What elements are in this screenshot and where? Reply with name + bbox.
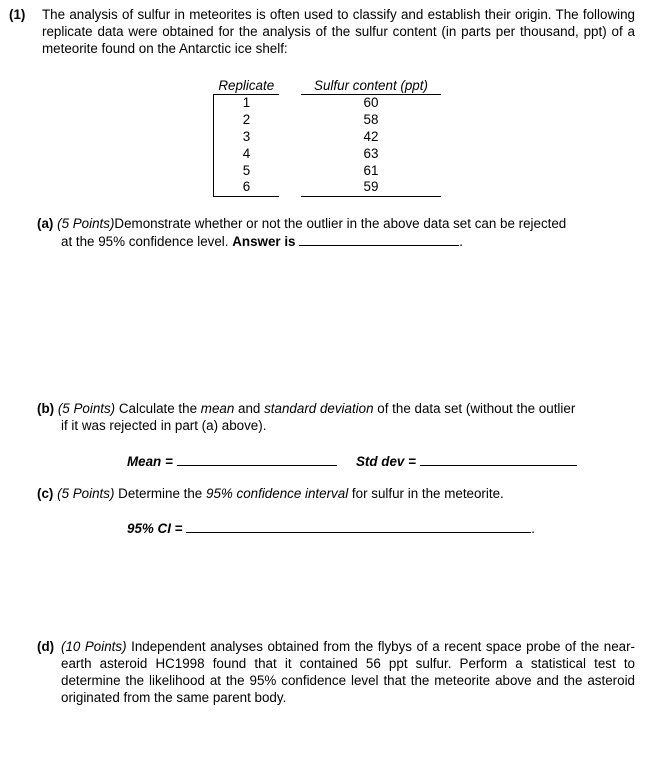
- table-row: [214, 162, 442, 179]
- part-c: (c) (5 Points) Determine the 95% confidence interval for sulfur in the meteorite.: [37, 486, 504, 501]
- part-d: [37, 638, 635, 706]
- mean-term: mean: [200, 401, 235, 416]
- table-row: [214, 95, 442, 112]
- part-d-label: (d): [37, 639, 55, 654]
- part-c-points: (5 Points): [57, 486, 115, 501]
- table-header-row: [214, 76, 442, 95]
- mean-label: Mean =: [127, 454, 173, 469]
- ci-label: 95% CI =: [127, 521, 183, 536]
- replicate-cell: 5: [214, 162, 280, 179]
- table-row: [214, 145, 442, 162]
- part-b: (b) (5 Points) Calculate the mean and standard deviation of the data set (without the outlier if it was rejected in part (a) above).: [37, 401, 635, 434]
- std-dev-blank[interactable]: [420, 453, 577, 466]
- std-dev-term: standard deviation: [264, 401, 374, 416]
- part-d-points: (10 Points): [61, 639, 127, 654]
- replicate-cell: 1: [214, 95, 280, 112]
- std-dev-label: Std dev =: [356, 454, 416, 469]
- std-dev-row: [356, 453, 577, 470]
- mean-row: [127, 453, 337, 470]
- replicate-cell: 6: [214, 179, 280, 196]
- sulfur-data-table: [213, 76, 441, 197]
- sulfur-cell: 60: [363, 95, 379, 111]
- part-c-label: (c): [37, 486, 54, 501]
- replicate-cell: 3: [214, 129, 280, 146]
- header-sulfur-content: Sulfur content (ppt): [301, 76, 441, 95]
- confidence-interval-term: 95% confidence interval: [206, 486, 349, 501]
- sulfur-cell: 42: [363, 128, 379, 144]
- answer-blank[interactable]: [299, 233, 459, 246]
- part-b-text-line2: if it was rejected in part (a) above).: [61, 417, 267, 433]
- part-a: (a) (5 Points)Demonstrate whether or not the outlier in the above data set can be rejected at the 95% confidence level. Answer is .: [37, 216, 567, 249]
- question-intro: The analysis of sulfur in meteorites is often used to classify and establish their origin. The following replicate data were obtained for the analysis of the sulfur content (in parts per thousand, ppt) of a meteorite found on the Antarctic ice shelf:: [42, 7, 635, 56]
- mean-blank[interactable]: [177, 453, 337, 466]
- sulfur-cell: 63: [363, 145, 379, 161]
- sulfur-cell: 59: [301, 179, 441, 196]
- replicate-cell: 2: [214, 112, 280, 129]
- answer-label: Answer is: [232, 233, 296, 249]
- part-a-points: (5 Points): [57, 216, 115, 231]
- table-row: [214, 129, 442, 146]
- header-replicate: Replicate: [214, 76, 280, 95]
- question-number: (1): [9, 7, 26, 22]
- part-a-label: (a): [37, 216, 54, 231]
- table-row: [214, 112, 442, 129]
- part-b-points: (5 Points): [57, 401, 116, 416]
- sulfur-cell: 61: [363, 162, 379, 178]
- part-a-text-line1: Demonstrate whether or not the outlier in the above data set can be rejected: [114, 216, 567, 231]
- replicate-cell: 4: [214, 145, 280, 162]
- part-d-text: Independent analyses obtained from the flybys of a recent space probe of the near-earth asteroid HC1998 found that it contained 56 ppt sulfur. Perform a statistical test to determine the likelihood at the 95% confidence level that the meteorite above and the asteroid originated from the same parent body.: [61, 639, 636, 705]
- part-a-text-line2: at the 95% confidence level.: [61, 233, 229, 249]
- question-1: [9, 6, 635, 57]
- sulfur-cell: 58: [363, 112, 379, 128]
- ci-row: 95% CI = .: [127, 521, 535, 536]
- ci-blank[interactable]: [186, 520, 531, 533]
- table-row: [214, 179, 442, 196]
- part-b-label: (b): [37, 401, 55, 416]
